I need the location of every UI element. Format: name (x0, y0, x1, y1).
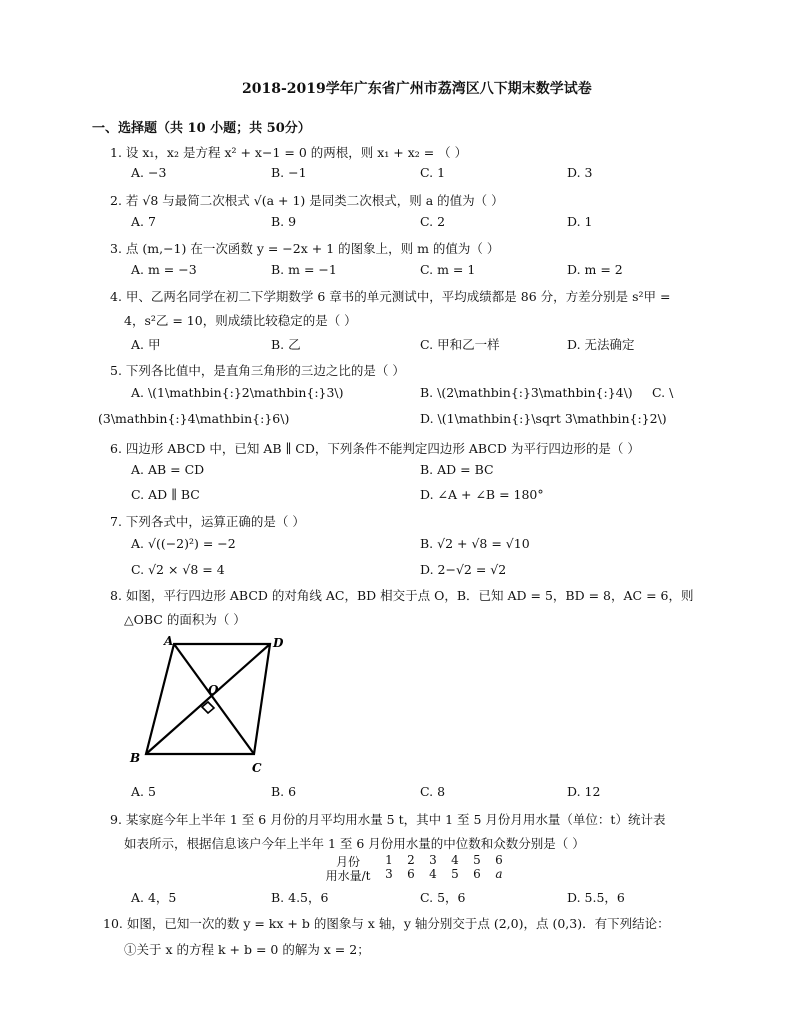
q7-option-c: C. √2 × √8 = 4 (131, 562, 225, 577)
q4-option-b: B. 乙 (271, 337, 301, 352)
q2-option-a: A. 7 (131, 214, 156, 229)
water-table (318, 853, 518, 881)
q7-option-b: B. √2 + √8 = √10 (420, 536, 530, 551)
question-1-stem: 1. 设 x₁，x₂ 是方程 x² + x−1 = 0 的两根，则 x₁ + x₂ = （ ） (110, 145, 468, 160)
q2-option-b: B. 9 (271, 214, 297, 229)
q5-option-b: B. \(2\mathbin{:}3\mathbin{:}4\) (420, 385, 633, 400)
vertex-label-c: C (252, 761, 262, 775)
vertex-label-b: B (130, 751, 141, 765)
table-row (318, 867, 518, 881)
q8-option-a: A. 5 (131, 784, 156, 799)
question-4-stem-line1: 4. 甲、乙两名同学在初二下学期数学 6 章书的单元测试中，平均成绩都是 86 分，方差分别是 s²甲 = (110, 289, 671, 304)
table-cell: 5 (473, 853, 481, 867)
q8-option-b: B. 6 (271, 784, 297, 799)
question-8-stem-line1: 8. 如图，平行四边形 ABCD 的对角线 AC，BD 相交于点 O，B．已知 AD = 5，BD = 8，AC = 6，则 (110, 588, 694, 603)
table-cell: 3 (385, 867, 393, 881)
vertex-label-a: A (164, 634, 174, 648)
table-row (318, 853, 518, 867)
q6-option-c: C. AD ∥ BC (131, 487, 200, 502)
question-3-stem: 3. 点 (m,−1) 在一次函数 y = −2x + 1 的图象上，则 m 的值为（ ） (110, 241, 500, 256)
vertex-label-d: D (273, 636, 284, 650)
question-9-stem-line1: 9. 某家庭今年上半年 1 至 6 月份的月平均用水量 5 t，其中 1 至 5 月份月用水量（单位：t）统计表 (110, 812, 666, 827)
parallelogram-figure (128, 632, 288, 777)
table-cell: 5 (451, 867, 459, 881)
question-4-stem-line2: 4，s²乙 = 10，则成绩比较稳定的是（ ） (124, 313, 357, 328)
q9-option-c: C. 5，6 (420, 890, 466, 905)
table-cell: a (495, 867, 503, 881)
table-cell: 3 (429, 853, 437, 867)
question-5-stem: 5. 下列各比值中，是直角三角形的三边之比的是（ ） (110, 363, 405, 378)
q3-option-b: B. m = −1 (271, 262, 337, 277)
table-header-usage: 用水量/t (325, 869, 371, 883)
q1-option-b: B. −1 (271, 165, 307, 180)
q1-option-d: D. 3 (567, 165, 593, 180)
q8-option-c: C. 8 (420, 784, 446, 799)
q4-option-d: D. 无法确定 (567, 337, 635, 352)
table-cell: 6 (407, 867, 415, 881)
q4-option-c: C. 甲和乙一样 (420, 337, 500, 352)
table-cell: 1 (385, 853, 393, 867)
table-cell: 6 (473, 867, 481, 881)
q9-option-a: A. 4，5 (131, 890, 177, 905)
page-title: 2018-2019学年广东省广州市荔湾区八下期末数学试卷 (242, 81, 592, 97)
table-cell: 4 (451, 853, 459, 867)
q5-option-c-cont: (3\mathbin{:}4\mathbin{:}6\) (98, 411, 290, 426)
q9-option-b: B. 4.5，6 (271, 890, 329, 905)
q1-option-a: A. −3 (131, 165, 167, 180)
q8-option-d: D. 12 (567, 784, 601, 799)
q7-option-d: D. 2−√2 = √2 (420, 562, 507, 577)
q3-option-a: A. m = −3 (131, 262, 197, 277)
section-heading: 一、选择题（共 10 小题；共 50分） (92, 121, 311, 136)
question-8-stem-line2: △OBC 的面积为（ ） (124, 612, 246, 627)
q2-option-d: D. 1 (567, 214, 593, 229)
q7-option-a: A. √((−2)²) = −2 (131, 536, 236, 551)
question-6-stem: 6. 四边形 ABCD 中，已知 AB ∥ CD，下列条件不能判定四边形 ABCD 为平行四边形的是（ ） (110, 441, 640, 456)
q4-option-a: A. 甲 (131, 337, 161, 352)
q2-option-c: C. 2 (420, 214, 446, 229)
q5-option-c: C. \ (652, 385, 674, 400)
q5-option-a: A. \(1\mathbin{:}2\mathbin{:}3\) (131, 385, 344, 400)
question-10-stem-line1: 10. 如图，已知一次的数 y = kx + b 的图象与 x 轴，y 轴分别交于点 (2,0)，点 (0,3)．有下列结论： (103, 916, 670, 931)
q6-option-b: B. AD = BC (420, 462, 494, 477)
question-9-stem-line2: 如表所示，根据信息该户今年上半年 1 至 6 月份用水量的中位数和众数分别是（ ） (124, 836, 585, 851)
q5-option-d: D. \(1\mathbin{:}\sqrt 3\mathbin{:}2\) (420, 411, 667, 426)
q6-option-a: A. AB = CD (131, 462, 205, 477)
q6-option-d: D. ∠A + ∠B = 180° (420, 487, 544, 502)
diagonal-ac (174, 644, 254, 754)
question-2-stem: 2. 若 √8 与最简二次根式 √(a + 1) 是同类二次根式，则 a 的值为（ ） (110, 193, 504, 208)
q3-option-d: D. m = 2 (567, 262, 623, 277)
table-cell: 6 (495, 853, 503, 867)
q3-option-c: C. m = 1 (420, 262, 476, 277)
table-header-month: 月份 (335, 855, 360, 869)
q9-option-d: D. 5.5，6 (567, 890, 625, 905)
table-cell: 2 (407, 853, 415, 867)
q1-option-c: C. 1 (420, 165, 446, 180)
center-label-o: O (208, 683, 219, 697)
question-7-stem: 7. 下列各式中，运算正确的是（ ） (110, 514, 305, 529)
diagonal-bd (146, 644, 270, 754)
table-cell: 4 (429, 867, 437, 881)
question-10-stem-line2: ①关于 x 的方程 k + b = 0 的解为 x = 2； (124, 942, 370, 957)
